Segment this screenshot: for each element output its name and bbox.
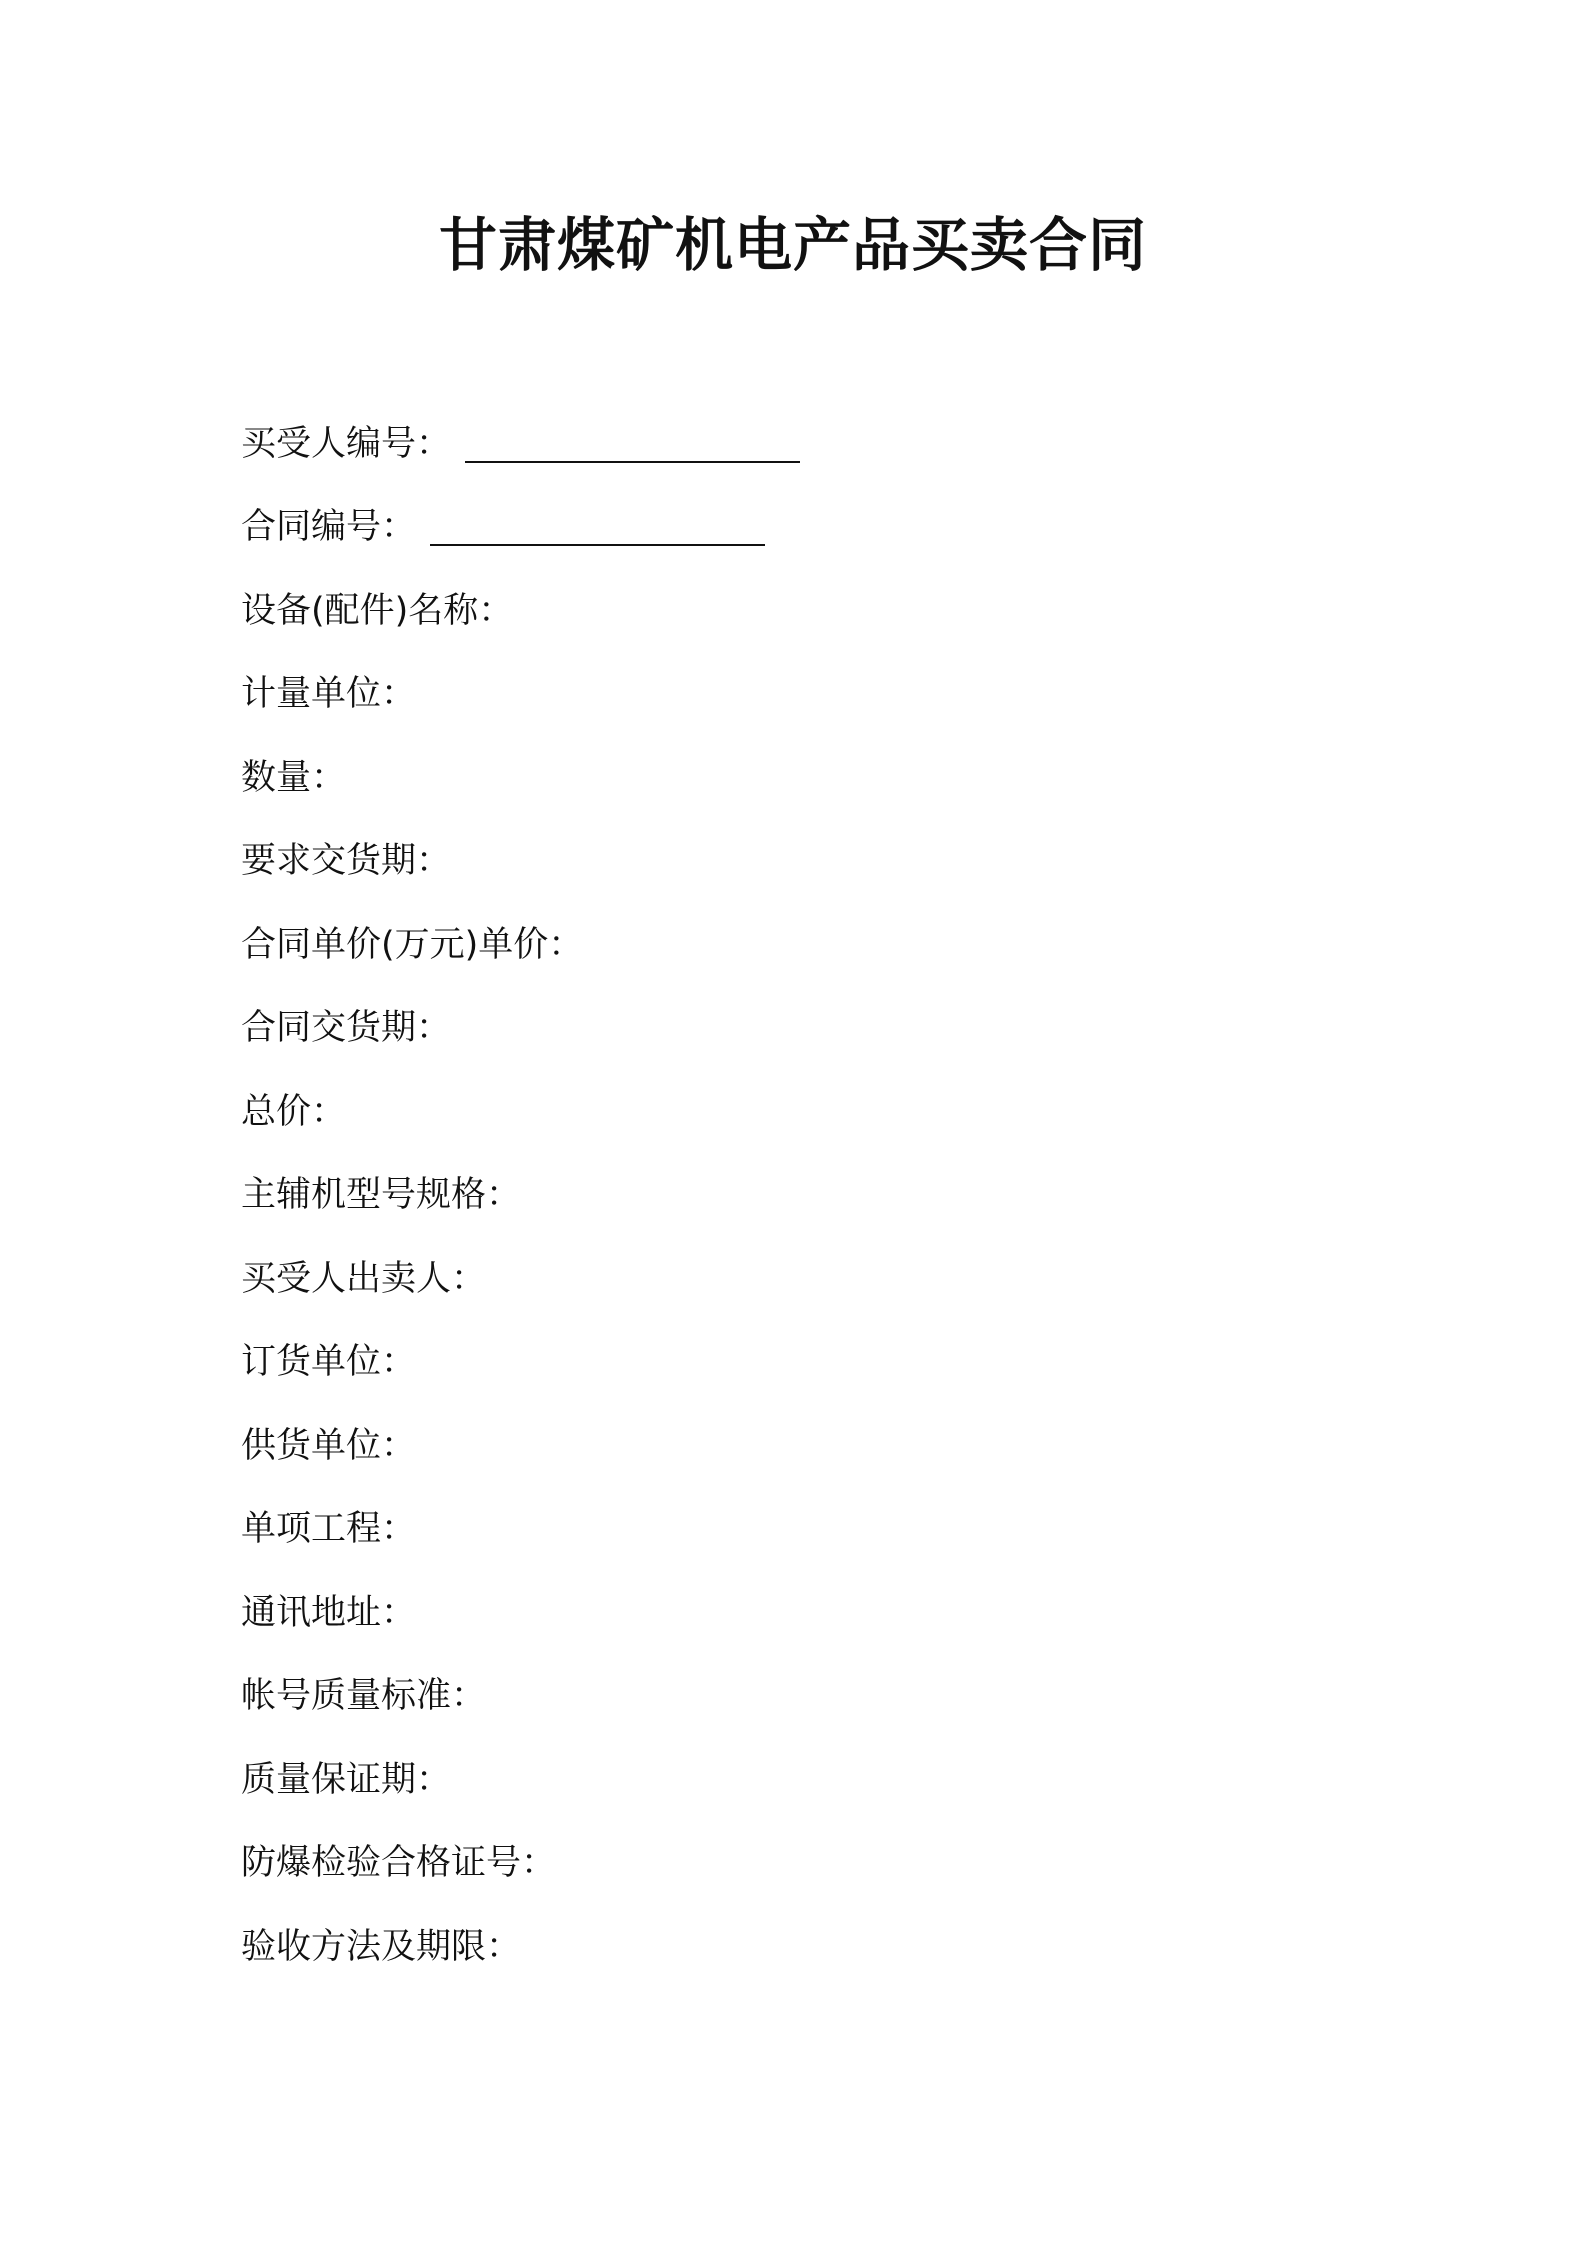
field-label: 供货单位： — [241, 1425, 417, 1466]
field-label: 计量单位： — [241, 674, 417, 715]
field-list — [241, 402, 1391, 1989]
field-ordering-unit — [241, 1321, 1391, 1405]
field-label: 买受人出卖人： — [241, 1258, 487, 1299]
field-label: 数量： — [241, 757, 347, 798]
fill-in-blank — [430, 504, 765, 546]
field-label: 买受人编号： — [241, 423, 452, 464]
field-label: 主辅机型号规格： — [241, 1175, 522, 1216]
fill-in-blank — [465, 421, 800, 463]
field-label: 总价： — [241, 1091, 347, 1132]
field-label: 合同单价(万元)单价： — [241, 924, 584, 965]
field-buyer-seller — [241, 1237, 1391, 1321]
field-supplying-unit — [241, 1404, 1391, 1488]
field-required-delivery — [241, 820, 1391, 904]
field-quantity — [241, 736, 1391, 820]
field-label: 单项工程： — [241, 1509, 417, 1550]
field-contract-number — [241, 486, 1391, 570]
field-label: 合同编号： — [241, 507, 417, 548]
field-contract-delivery — [241, 987, 1391, 1071]
field-label: 帐号质量标准： — [241, 1676, 487, 1717]
field-label: 订货单位： — [241, 1342, 417, 1383]
field-label: 通讯地址： — [241, 1592, 417, 1633]
field-model-spec — [241, 1154, 1391, 1238]
field-label: 质量保证期： — [241, 1759, 452, 1800]
field-address — [241, 1571, 1391, 1655]
field-label: 验收方法及期限： — [241, 1926, 522, 1967]
field-warranty-period — [241, 1738, 1391, 1822]
field-project — [241, 1488, 1391, 1572]
field-buyer-number — [241, 402, 1391, 486]
field-total-price — [241, 1070, 1391, 1154]
field-account-quality-standard — [241, 1655, 1391, 1739]
field-explosion-proof-cert — [241, 1822, 1391, 1906]
field-label: 防爆检验合格证号： — [241, 1843, 557, 1884]
field-equipment-name — [241, 569, 1391, 653]
field-acceptance-method — [241, 1905, 1391, 1989]
field-label: 要求交货期： — [241, 841, 452, 882]
field-label: 合同交货期： — [241, 1008, 452, 1049]
field-unit-price — [241, 903, 1391, 987]
field-label: 设备(配件)名称： — [241, 590, 514, 631]
document-title: 甘肃煤矿机电产品买卖合同 — [438, 211, 1147, 279]
field-unit — [241, 653, 1391, 737]
